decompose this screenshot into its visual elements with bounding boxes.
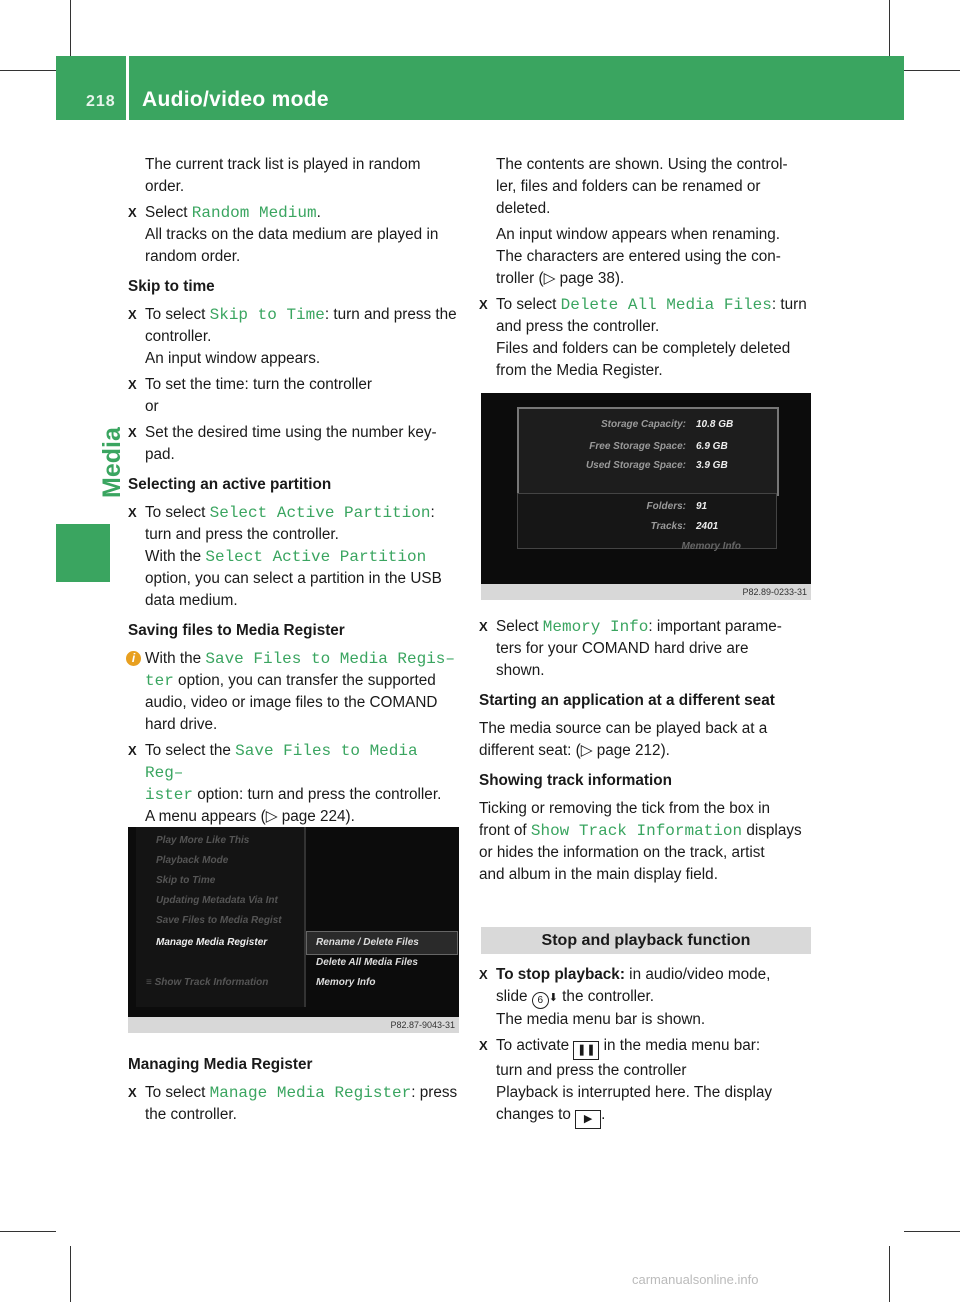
section-heading-bar: Stop and playback function: [481, 927, 811, 954]
instruction-item: X To select Select Active Partition: turn and press the controller. With the Select Active Partition option, you can select a partition in the USB data medium.: [128, 504, 442, 609]
right-column-bottom: [479, 612, 814, 886]
menu-item: Skip to Time: [156, 875, 216, 886]
heading-managing: Managing Media Register: [128, 1056, 313, 1073]
instruction-item: X To select Delete All Media Files: turn and press the controller. Files and folders can be completely deleted from the Media Register.: [479, 296, 807, 379]
section-tab-marker: [56, 524, 110, 582]
heading-saving-files: Saving files to Media Register: [128, 622, 345, 639]
instruction-item: X To select the Save Files to Media Reg– ister option: turn and press the controller. A menu appears (▷ page 224).: [128, 742, 442, 825]
heading-active-partition: Selecting an active partition: [128, 476, 332, 493]
stat-value: 91: [696, 501, 708, 512]
step-arrow-icon: X: [128, 307, 137, 322]
menu-item: Play More Like This: [156, 835, 250, 846]
section-tab-label: Media: [98, 427, 126, 498]
menu-item: Save Files to Media Regist: [156, 915, 282, 926]
step-arrow-icon: X: [128, 205, 137, 220]
menu-item: Updating Metadata Via Int: [156, 895, 278, 906]
info-note: i With the Save Files to Media Regis– ter option, you can transfer the supported audio, video or image files to the COMAND hard drive.: [128, 648, 463, 736]
instruction-item: X To select Manage Media Register: press the controller.: [128, 1084, 458, 1123]
page-title: Audio/video mode: [142, 88, 329, 111]
submenu-item: Memory Info: [316, 977, 376, 988]
left-column: [128, 154, 463, 828]
figure-caption: P82.87-9043-31: [128, 1017, 459, 1033]
heading-skip-to-time: Skip to time: [128, 278, 215, 295]
step-arrow-icon: X: [128, 505, 137, 520]
step-arrow-icon: X: [128, 1085, 137, 1100]
heading-different-seat: Starting an application at a different seat: [479, 692, 775, 709]
submenu-item: Delete All Media Files: [316, 957, 418, 968]
instruction-item: X To stop playback: in audio/video mode, slide 6 ⬇ the controller. The media menu bar is shown.: [479, 966, 771, 1028]
stat-label: Storage Capacity:: [600, 419, 686, 430]
paragraph: Ticking or removing the tick from the box in front of Show Track Information displays or hides the information on the track, artist and album in the main display field.: [479, 800, 802, 883]
crop-mark: [889, 1246, 890, 1302]
pause-icon: ❚❚: [573, 1041, 599, 1060]
instruction-item: X Select Random Medium. All tracks on the data medium are played in random order.: [128, 204, 439, 265]
heading-track-info: Showing track information: [479, 772, 672, 789]
stat-value: 2401: [696, 521, 719, 532]
submenu-item: Rename / Delete Files: [316, 937, 419, 948]
menu-item-selected: Manage Media Register: [156, 937, 268, 948]
crop-mark: [904, 70, 960, 71]
instruction-item: X To select Skip to Time: turn and press the controller. An input window appears.: [128, 306, 457, 367]
stat-label: Free Storage Space:: [589, 441, 686, 452]
paragraph: The current track list is played in random order.: [145, 156, 421, 195]
info-icon: i: [126, 651, 141, 666]
right-column-section: [479, 960, 814, 1129]
step-arrow-icon: X: [479, 967, 488, 982]
instruction-item: X To activate ❚❚ in the media menu bar: turn and press the controller Playback is interrupted here. The display changes to ▶ .: [479, 1035, 814, 1129]
crop-mark: [889, 0, 890, 56]
left-column-bottom: [128, 1046, 463, 1126]
instruction-item: X To set the time: turn the controller or: [128, 376, 373, 415]
page-number: 218: [86, 93, 116, 110]
watermark: carmanualsonline.info: [632, 1272, 759, 1287]
step-arrow-icon: X: [128, 743, 137, 758]
step-arrow-icon: X: [128, 425, 137, 440]
paragraph: An input window appears when renaming. The characters are entered using the con- troller (▷ page 38).: [496, 226, 781, 287]
paragraph: The contents are shown. Using the control- ler, files and folders can be renamed or deleted.: [496, 156, 788, 217]
paragraph: The media source can be played back at a different seat: (▷ page 212).: [479, 720, 768, 759]
step-arrow-icon: X: [128, 377, 137, 392]
screen-footer-label: Memory Info: [681, 541, 741, 552]
memory-info-screenshot: [481, 393, 811, 600]
menu-item: Playback Mode: [156, 855, 229, 866]
crop-mark: [0, 70, 56, 71]
controller-slide-icon: 6: [532, 992, 549, 1009]
menu-item: ≡ Show Track Information: [146, 977, 269, 988]
step-arrow-icon: X: [479, 619, 488, 634]
crop-mark: [0, 1231, 56, 1232]
media-register-screenshot: [128, 827, 459, 1033]
figure-caption: P82.89-0233-31: [481, 584, 811, 600]
header-divider: [126, 56, 129, 120]
instruction-item: X Set the desired time using the number key- pad.: [128, 424, 437, 463]
stat-label: Used Storage Space:: [585, 460, 686, 471]
stat-value: 10.8 GB: [696, 419, 734, 430]
crop-mark: [70, 1246, 71, 1302]
stat-label: Tracks:: [650, 521, 686, 532]
crop-mark: [904, 1231, 960, 1232]
stat-value: 3.9 GB: [696, 460, 728, 471]
crop-mark: [70, 0, 71, 56]
step-arrow-icon: X: [479, 297, 488, 312]
play-icon: ▶: [575, 1110, 601, 1129]
stat-value: 6.9 GB: [696, 441, 728, 452]
right-column: [479, 154, 814, 382]
stat-label: Folders:: [646, 501, 686, 512]
step-arrow-icon: X: [479, 1038, 488, 1053]
instruction-item: X Select Memory Info: important parame- ters for your COMAND hard drive are shown.: [479, 618, 782, 679]
